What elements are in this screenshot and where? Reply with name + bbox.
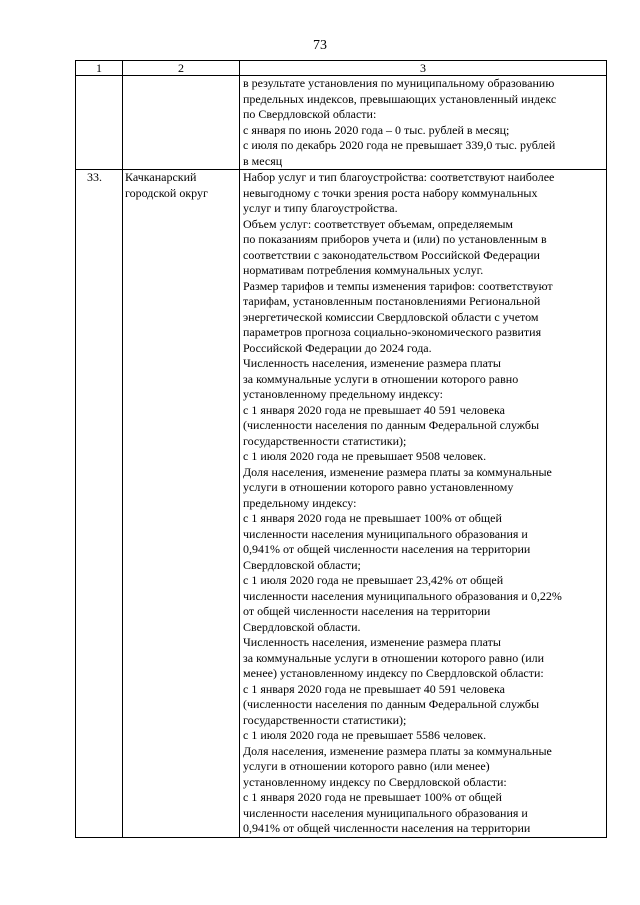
row-number-cell: 33.: [76, 170, 123, 838]
table-header-row: [76, 61, 607, 76]
municipality-name-cell: [123, 170, 240, 838]
header-col-1: 1: [76, 61, 123, 76]
description-cell: [240, 76, 607, 170]
row-number-cell: [76, 76, 123, 170]
description-cell: [240, 170, 607, 838]
municipality-name-cell: [123, 76, 240, 170]
description-text: Набор услуг и тип благоустройства: соответствуют наиболее невыгодному с точки зрения роста набору коммунальных услуг и типу благоустройства. Объем услуг: соответствует объемам, определяемым по показаниям приборов учета и (или) по установленным в соответствии с законодательством Российской Федерации нормативам потребления коммунальных услуг. Размер тарифов и темпы изменения тарифов: соответствуют тарифам, установленным постановлениями Региональной энергетической комиссии Свердловской области с учетом параметров прогноза социально-экономического развития Российской Федерации до 2024 года. Численность населения, изменение размера платы за коммунальные услуги в отношении которого равно установленному предельному индексу: с 1 января 2020 года не превышает 40 591 человека (численности населения по данным Федеральной службы государственности статистики); с 1 июля 2020 года не превышает 9508 человек. Доля населения, изменение размера платы за коммунальные услуги в отношении которого равно установленному предельному индексу: с 1 января 2020 года не превышает 100% от общей численности населения муниципального образования и 0,941% от общей численности населения на территории Свердловской области; с 1 июля 2020 года не превышает 23,42% от общей численности населения муниципального образования и 0,22% от общей численности населения на территории Свердловской области. Численность населения, изменение размера платы за коммунальные услуги в отношении которого равно (или менее) установленному индексу по Свердловской области: с 1 января 2020 года не превышает 40 591 человека (численности населения по данным Федеральной службы государственности статистики); с 1 июля 2020 года не превышает 5586 человек. Доля населения, изменение размера платы за коммунальные услуги в отношении которого равно (или менее) установленному индексу по Свердловской области: с 1 января 2020 года не превышает 100% от общей численности населения муниципального образования и 0,941% от общей численности населения на территории: [243, 170, 562, 835]
document-table: [75, 60, 607, 838]
header-col-3: 3: [240, 61, 607, 76]
page-number: 73: [313, 38, 327, 53]
table-row-continuation: [76, 76, 607, 170]
description-text: в результате установления по муниципальному образованию предельных индексов, превышающих установленный индекс по Свердловской области: с января по июнь 2020 года – 0 тыс. рублей в месяц; с июля по декабрь 2020 года не превышает 339,0 тыс. рублей в месяц: [243, 76, 557, 168]
header-col-2: 2: [123, 61, 240, 76]
table-row-33: [76, 170, 607, 838]
municipality-name: Качканарский городской округ: [125, 170, 208, 200]
